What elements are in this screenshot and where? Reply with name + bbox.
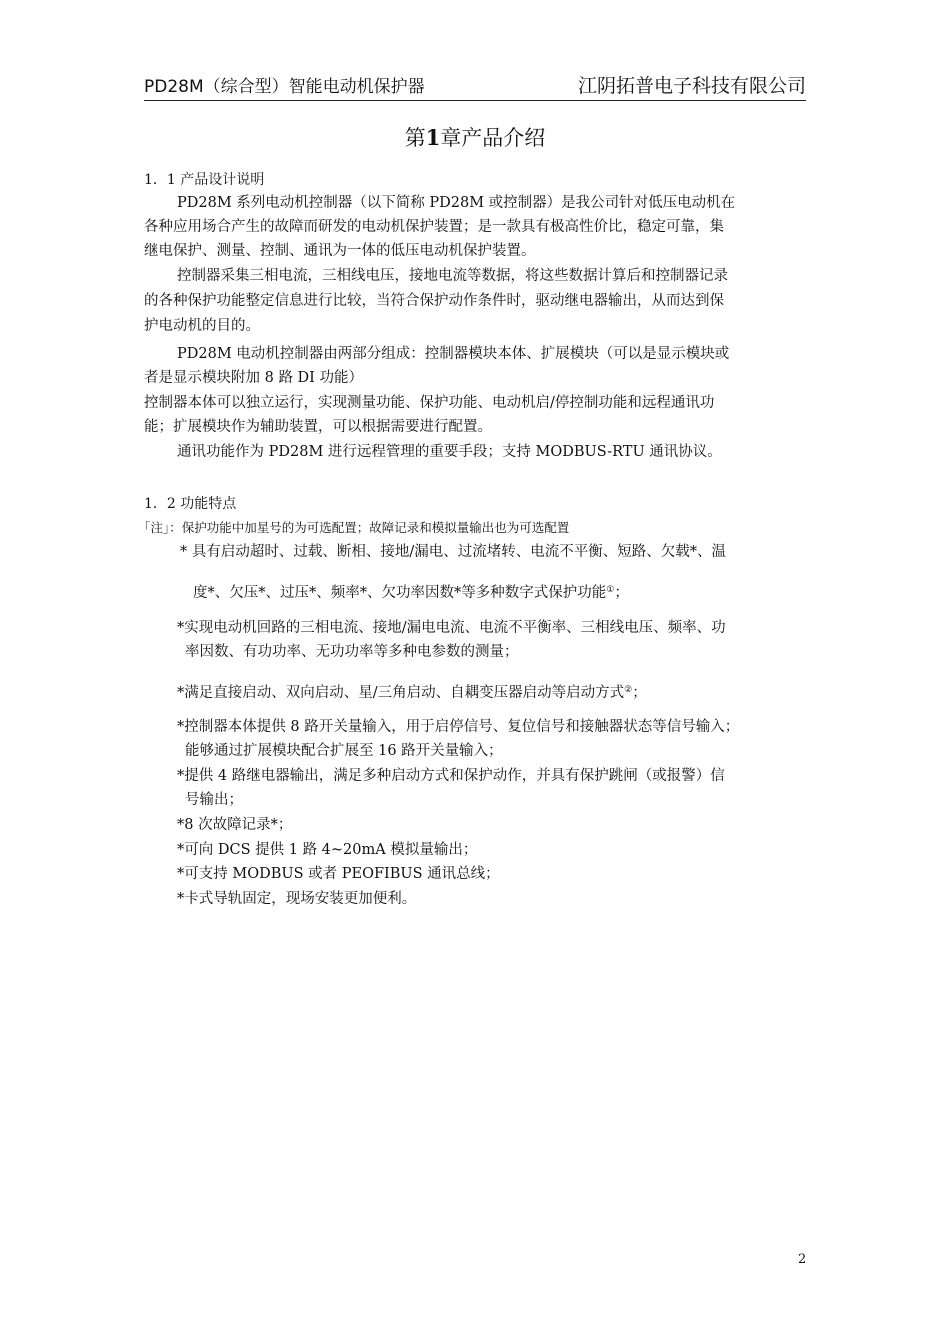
feature-line: *可支持 MODBUS 或者 PEOFIBUS 通讯总线； [177, 866, 500, 882]
chapter-title [0, 122, 950, 152]
footnote-mark: ① [606, 585, 615, 595]
section-1-1-line: 各种应用场合产生的故障而研发的电动机保护装置；是一款具有极高性价比，稳定可靠，集 [144, 219, 724, 235]
section-1-1-line: PD28M 系列电动机控制器（以下简称 PD28M 或控制器）是我公司针对低压电动机在 [177, 195, 736, 211]
feature-line: *卡式导轨固定，现场安装更加便利。 [177, 891, 417, 907]
section-1-1-line: 的各种保护功能整定信息进行比较，当符合保护动作条件时，驱动继电器输出，从而达到保 [144, 293, 724, 309]
page-number: 2 [798, 1252, 807, 1267]
feature-line: * 具有启动超时、过载、断相、接地/漏电、过流堵转、电流不平衡、短路、欠载*、温 [180, 544, 726, 560]
section-1-2-heading: 1．2 功能特点 [144, 496, 237, 512]
section-1-1-line: 能；扩展模块作为辅助装置，可以根据需要进行配置。 [144, 419, 492, 435]
header-product-title: PD28M（综合型）智能电动机保护器 [144, 77, 425, 97]
feature-line: *提供 4 路继电器输出，满足多种启动方式和保护动作，并具有保护跳闸（或报警）信 [177, 768, 725, 784]
section-1-1-line: 控制器本体可以独立运行，实现测量功能、保护功能、电动机启/停控制功能和远程通讯功 [144, 395, 715, 411]
feature-line: 能够通过扩展模块配合扩展至 16 路开关量输入； [185, 743, 503, 759]
section-1-1-line: 控制器采集三相电流，三相线电压，接地电流等数据，将这些数据计算后和控制器记录 [177, 268, 728, 284]
section-1-1-line: PD28M 电动机控制器由两部分组成：控制器模块本体、扩展模块（可以是显示模块或 [177, 346, 730, 362]
feature-line: *8 次故障记录*； [177, 817, 293, 833]
page-header [144, 70, 806, 101]
footnote-mark: ② [624, 685, 633, 695]
section-1-1-line: 通讯功能作为 PD28M 进行远程管理的重要手段；支持 MODBUS-RTU 通讯协议。 [177, 444, 722, 460]
feature-line: 度*、欠压*、过压*、频率*、欠功率因数*等多种数字式保护功能①； [193, 585, 629, 601]
chapter-name: 章产品介绍 [440, 126, 546, 150]
section-1-2-note: 「注」：保护功能中加星号的为可选配置；故障记录和模拟量输出也为可选配置 [138, 520, 570, 535]
feature-line: 号输出； [185, 792, 243, 808]
section-1-1-line: 继电保护、测量、控制、通讯为一体的低压电动机保护装置。 [144, 243, 536, 259]
header-company-name: 江阴拓普电子科技有限公司 [577, 75, 806, 97]
chapter-prefix: 第 [404, 126, 426, 150]
feature-line: *控制器本体提供 8 路开关量输入，用于启停信号、复位信号和接触器状态等信号输入； [177, 719, 740, 735]
feature-line: *可向 DCS 提供 1 路 4~20mA 模拟量输出； [177, 842, 478, 858]
chapter-number: 1 [425, 125, 441, 150]
feature-line: *实现电动机回路的三相电流、接地/漏电电流、电流不平衡率、三相线电压、频率、功 [177, 620, 726, 636]
feature-line: 率因数、有功功率、无功功率等多种电参数的测量； [185, 644, 519, 660]
section-1-1-line: 者是显示模块附加 8 路 DI 功能） [144, 370, 364, 386]
feature-line: *满足直接启动、双向启动、星/三角启动、自耦变压器启动等启动方式②； [177, 685, 647, 701]
section-1-1-heading: 1．1 产品设计说明 [144, 172, 265, 188]
section-1-1-line: 护电动机的目的。 [144, 318, 260, 334]
